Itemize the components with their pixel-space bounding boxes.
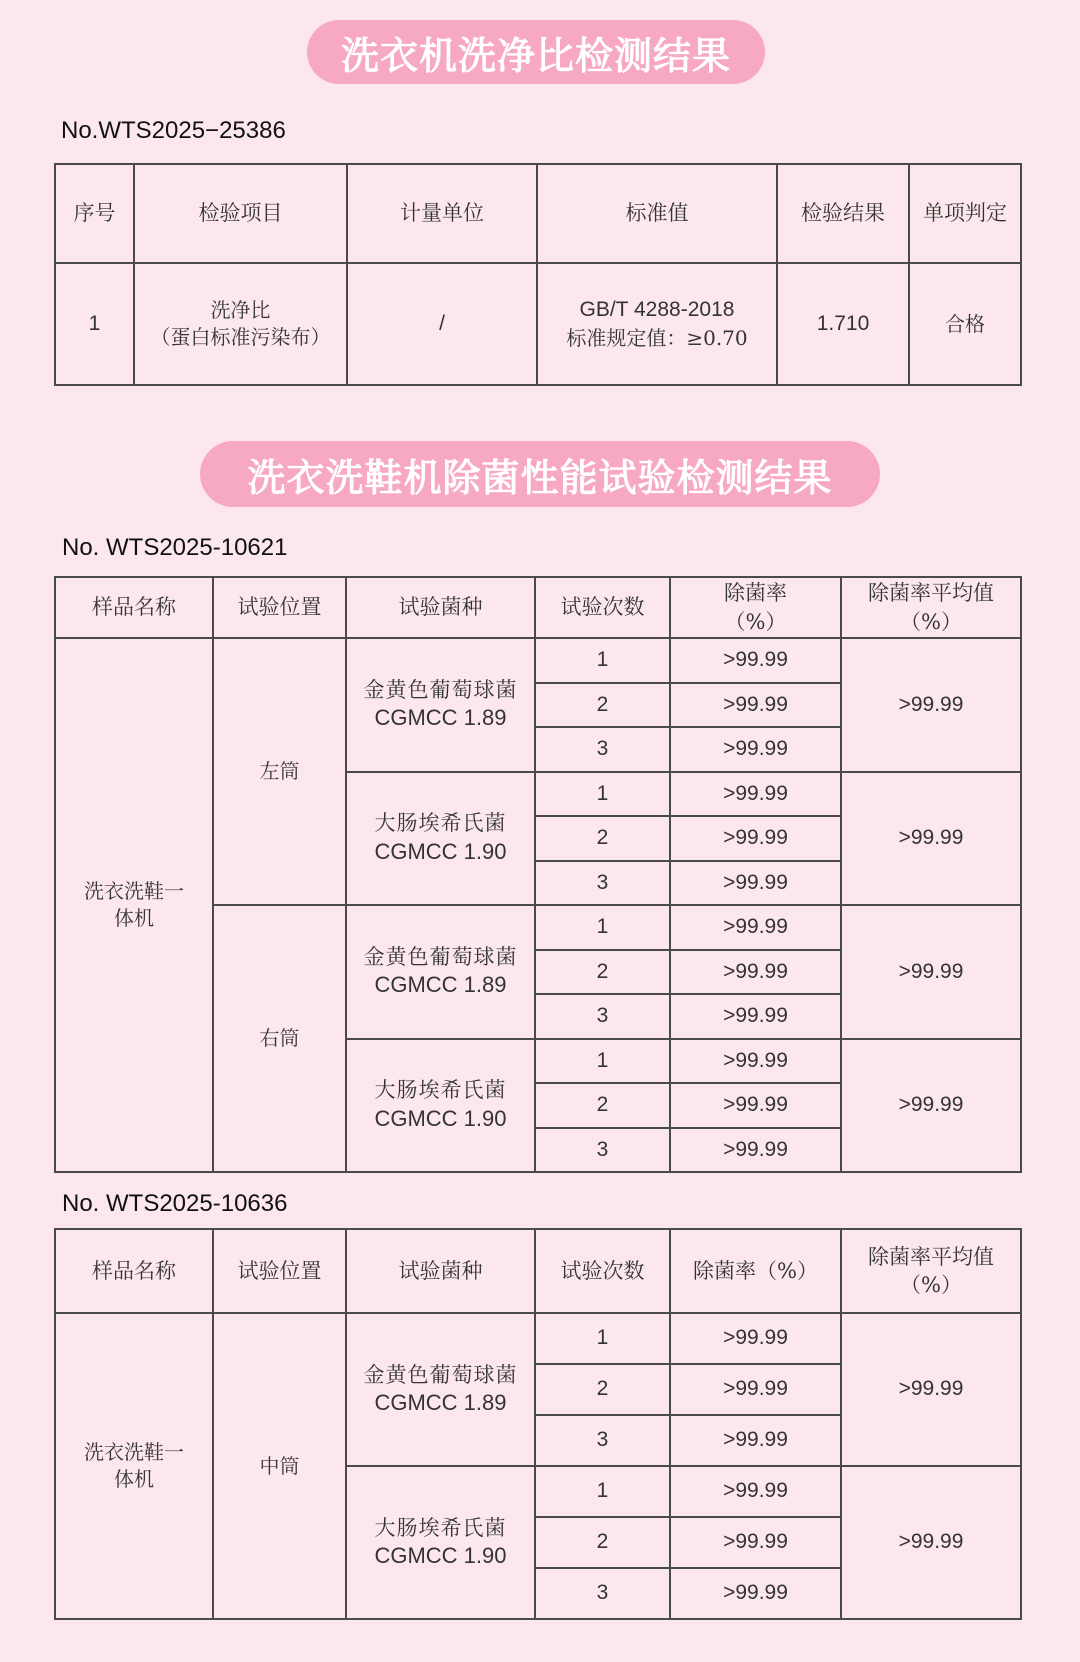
table-header-row bbox=[55, 164, 1021, 263]
header-cell: 试验次数 bbox=[535, 1229, 670, 1313]
section1-title-banner bbox=[307, 20, 765, 84]
trial-number-cell: 2 bbox=[535, 1517, 670, 1568]
average-rate-cell: >99.99 bbox=[841, 638, 1021, 772]
sterilization-rate-cell: >99.99 bbox=[670, 638, 841, 683]
header-cell: 序号 bbox=[55, 164, 134, 263]
header-cell: 试验菌种 bbox=[346, 577, 535, 638]
section2-title-banner bbox=[200, 441, 880, 507]
sterilization-rate-cell: >99.99 bbox=[670, 1364, 841, 1415]
header-cell: 样品名称 bbox=[55, 577, 213, 638]
trial-number-cell: 1 bbox=[535, 638, 670, 683]
table-row bbox=[55, 638, 1021, 683]
header-cell: 样品名称 bbox=[55, 1229, 213, 1313]
sterilization-rate-cell: >99.99 bbox=[670, 861, 841, 906]
header-cell: 除菌率 （%） bbox=[670, 577, 841, 638]
average-rate-cell: >99.99 bbox=[841, 905, 1021, 1039]
trial-number-cell: 1 bbox=[535, 1466, 670, 1517]
strain-cell bbox=[346, 772, 535, 906]
strain-cell bbox=[346, 1039, 535, 1173]
strain-code: CGMCC 1.89 bbox=[374, 705, 507, 731]
table-header-row bbox=[55, 577, 1021, 638]
strain-name: 大肠埃希氏菌 bbox=[374, 811, 507, 836]
sterilization-table-10636 bbox=[54, 1228, 1022, 1620]
trial-number-cell: 1 bbox=[535, 772, 670, 817]
header-cell: 试验次数 bbox=[535, 577, 670, 638]
sterilization-rate-cell: >99.99 bbox=[670, 683, 841, 728]
verdict-cell: 合格 bbox=[909, 263, 1021, 385]
strain-cell bbox=[346, 905, 535, 1039]
report-number-25386: No.WTS2025−25386 bbox=[61, 117, 286, 144]
wash-ratio-table bbox=[54, 163, 1022, 386]
sterilization-rate-cell: >99.99 bbox=[670, 816, 841, 861]
trial-number-cell: 3 bbox=[535, 861, 670, 906]
trial-number-cell: 2 bbox=[535, 816, 670, 861]
result-cell: 1.710 bbox=[777, 263, 909, 385]
sample-name-cell: 洗衣洗鞋一 体机 bbox=[55, 638, 213, 1172]
item-cell bbox=[134, 263, 347, 385]
header-cell: 试验菌种 bbox=[346, 1229, 535, 1313]
standard-requirement: 标准规定值：≥0.70 bbox=[566, 325, 748, 350]
header-cell: 检验结果 bbox=[777, 164, 909, 263]
table-row bbox=[55, 1313, 1021, 1364]
report-number-10621: No. WTS2025-10621 bbox=[62, 534, 288, 561]
trial-number-cell: 2 bbox=[535, 950, 670, 995]
trial-number-cell: 3 bbox=[535, 1568, 670, 1619]
unit-cell: / bbox=[347, 263, 537, 385]
table-row bbox=[55, 263, 1021, 385]
header-cell: 除菌率（%） bbox=[670, 1229, 841, 1313]
sterilization-rate-cell: >99.99 bbox=[670, 1568, 841, 1619]
sterilization-rate-cell: >99.99 bbox=[670, 1466, 841, 1517]
position-cell: 左筒 bbox=[213, 638, 346, 905]
trial-number-cell: 1 bbox=[535, 1313, 670, 1364]
average-rate-cell: >99.99 bbox=[841, 772, 1021, 906]
strain-code: CGMCC 1.90 bbox=[374, 838, 507, 864]
sterilization-rate-cell: >99.99 bbox=[670, 772, 841, 817]
sample-name-cell: 洗衣洗鞋一 体机 bbox=[55, 1313, 213, 1619]
sterilization-rate-cell: >99.99 bbox=[670, 1039, 841, 1084]
index-cell: 1 bbox=[55, 263, 134, 385]
strain-code: CGMCC 1.89 bbox=[374, 1389, 507, 1415]
strain-name: 大肠埃希氏菌 bbox=[374, 1078, 507, 1103]
sterilization-rate-cell: >99.99 bbox=[670, 1415, 841, 1466]
sterilization-rate-cell: >99.99 bbox=[670, 1517, 841, 1568]
report-number-10636: No. WTS2025-10636 bbox=[62, 1190, 288, 1217]
strain-code: CGMCC 1.89 bbox=[374, 972, 507, 998]
position-cell: 右筒 bbox=[213, 905, 346, 1172]
trial-number-cell: 2 bbox=[535, 1364, 670, 1415]
header-cell: 试验位置 bbox=[213, 1229, 346, 1313]
strain-name: 大肠埃希氏菌 bbox=[374, 1515, 507, 1540]
sterilization-rate-cell: >99.99 bbox=[670, 994, 841, 1039]
trial-number-cell: 3 bbox=[535, 1128, 670, 1173]
header-cell: 除菌率平均值 （%） bbox=[841, 1229, 1021, 1313]
sterilization-rate-cell: >99.99 bbox=[670, 950, 841, 995]
sterilization-table-10621 bbox=[54, 576, 1022, 1173]
trial-number-cell: 3 bbox=[535, 994, 670, 1039]
header-cell: 检验项目 bbox=[134, 164, 347, 263]
strain-cell bbox=[346, 638, 535, 772]
trial-number-cell: 2 bbox=[535, 683, 670, 728]
header-cell: 计量单位 bbox=[347, 164, 537, 263]
standard-code: GB/T 4288-2018 bbox=[579, 298, 735, 322]
average-rate-cell: >99.99 bbox=[841, 1466, 1021, 1619]
strain-code: CGMCC 1.90 bbox=[374, 1542, 507, 1568]
strain-cell bbox=[346, 1313, 535, 1466]
trial-number-cell: 3 bbox=[535, 727, 670, 772]
strain-code: CGMCC 1.90 bbox=[374, 1105, 507, 1131]
section2-title: 洗衣洗鞋机除菌性能试验检测结果 bbox=[247, 455, 833, 500]
position-cell: 中筒 bbox=[213, 1313, 346, 1619]
sterilization-rate-cell: >99.99 bbox=[670, 1128, 841, 1173]
average-rate-cell: >99.99 bbox=[841, 1039, 1021, 1173]
header-cell: 除菌率平均值 （%） bbox=[841, 577, 1021, 638]
strain-name: 金黄色葡萄球菌 bbox=[363, 1362, 518, 1387]
item-name: 洗净比 bbox=[210, 298, 271, 322]
strain-name: 金黄色葡萄球菌 bbox=[363, 677, 518, 702]
trial-number-cell: 1 bbox=[535, 905, 670, 950]
header-cell: 标准值 bbox=[537, 164, 777, 263]
table-header-row bbox=[55, 1229, 1021, 1313]
header-cell: 单项判定 bbox=[909, 164, 1021, 263]
average-rate-cell: >99.99 bbox=[841, 1313, 1021, 1466]
strain-cell bbox=[346, 1466, 535, 1619]
item-note: （蛋白标准污染布） bbox=[150, 325, 331, 349]
sterilization-rate-cell: >99.99 bbox=[670, 905, 841, 950]
standard-cell bbox=[537, 263, 777, 385]
sterilization-rate-cell: >99.99 bbox=[670, 1313, 841, 1364]
sterilization-rate-cell: >99.99 bbox=[670, 1083, 841, 1128]
trial-number-cell: 2 bbox=[535, 1083, 670, 1128]
sterilization-rate-cell: >99.99 bbox=[670, 727, 841, 772]
section1-title: 洗衣机洗净比检测结果 bbox=[340, 33, 731, 78]
trial-number-cell: 1 bbox=[535, 1039, 670, 1084]
header-cell: 试验位置 bbox=[213, 577, 346, 638]
trial-number-cell: 3 bbox=[535, 1415, 670, 1466]
strain-name: 金黄色葡萄球菌 bbox=[363, 944, 518, 969]
